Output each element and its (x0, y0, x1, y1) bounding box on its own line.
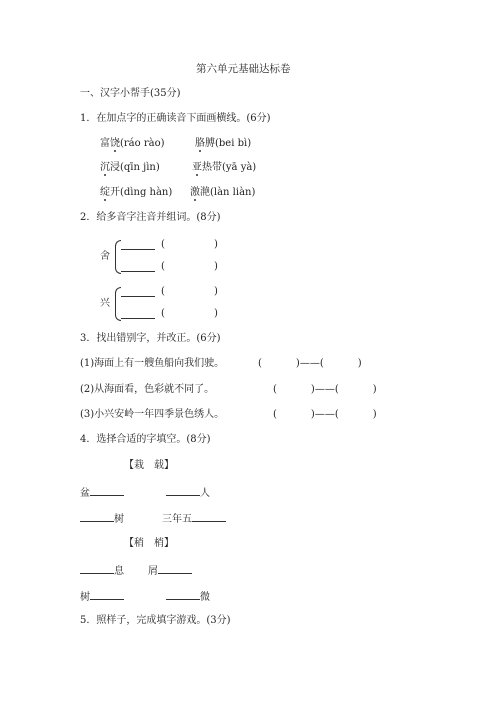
section-heading: 一、汉字小帮手(35分) (80, 88, 181, 99)
q3-line-2-answer: ( )——( ) (273, 384, 377, 395)
q1-item-2: 胳膊(bei bì) (195, 138, 252, 149)
close-paren: ) (214, 239, 218, 250)
close-paren: ) (214, 286, 218, 297)
q3-line-1: (1)海面上有一艘鱼船向我们驶。 (80, 358, 225, 369)
q3-line-3-answer: ( )——( ) (273, 409, 377, 420)
q3-line-3: (3)小兴安岭一年四季景色绣人。 (80, 409, 225, 420)
question-4: 4．选择合适的字填空。(8分) (80, 434, 211, 445)
q3-line-1-answer: ( )——( ) (258, 358, 362, 369)
blank-line[interactable] (121, 240, 155, 250)
blank-line[interactable] (121, 262, 155, 272)
fill-item: 盆 (80, 486, 124, 500)
char-group-2: 【稍 梢】 (124, 538, 174, 549)
question-2: 2．给多音字注音并组词。(8分) (80, 212, 221, 223)
fill-item: 人 (166, 486, 210, 500)
q1-item-6: 激滟(làn liàn) (190, 187, 256, 198)
q3-line-2: (2)从海面看，色彩就不同了。 (80, 384, 215, 395)
fill-item: 三年五 (162, 512, 226, 526)
q1-item-3: 沉浸(qīn jìn) (100, 162, 160, 173)
char-group-1: 【栽 载】 (124, 460, 174, 471)
close-paren: ) (214, 308, 218, 319)
q1-item-4: 亚热带(yā yà) (192, 162, 257, 173)
fill-item: 树 (80, 512, 124, 526)
q1-item-1: 富饶(ráo rào) (100, 138, 165, 149)
blank-line[interactable] (121, 309, 155, 319)
fill-item: 息 (80, 564, 124, 578)
open-paren: ( (161, 308, 165, 319)
question-3: 3．找出错别字，并改正。(6分) (80, 333, 221, 344)
polyphone-char-2: 兴 (100, 298, 110, 309)
open-paren: ( (161, 261, 165, 272)
polyphone-char-1: 舍 (100, 251, 110, 262)
open-paren: ( (161, 239, 165, 250)
fill-item: 树 (80, 590, 124, 604)
page-title: 第六单元基础达标卷 (196, 63, 291, 75)
question-5: 5．照样子，完成填字游戏。(3分) (80, 615, 231, 626)
open-paren: ( (161, 286, 165, 297)
close-paren: ) (214, 261, 218, 272)
fill-item: 屑 (148, 564, 192, 578)
question-1: 1．在加点字的正确读音下面画横线。(6分) (80, 113, 271, 124)
q1-item-5: 绽开(dìng hàn) (100, 187, 173, 198)
fill-item: 微 (166, 590, 210, 604)
blank-line[interactable] (121, 287, 155, 297)
